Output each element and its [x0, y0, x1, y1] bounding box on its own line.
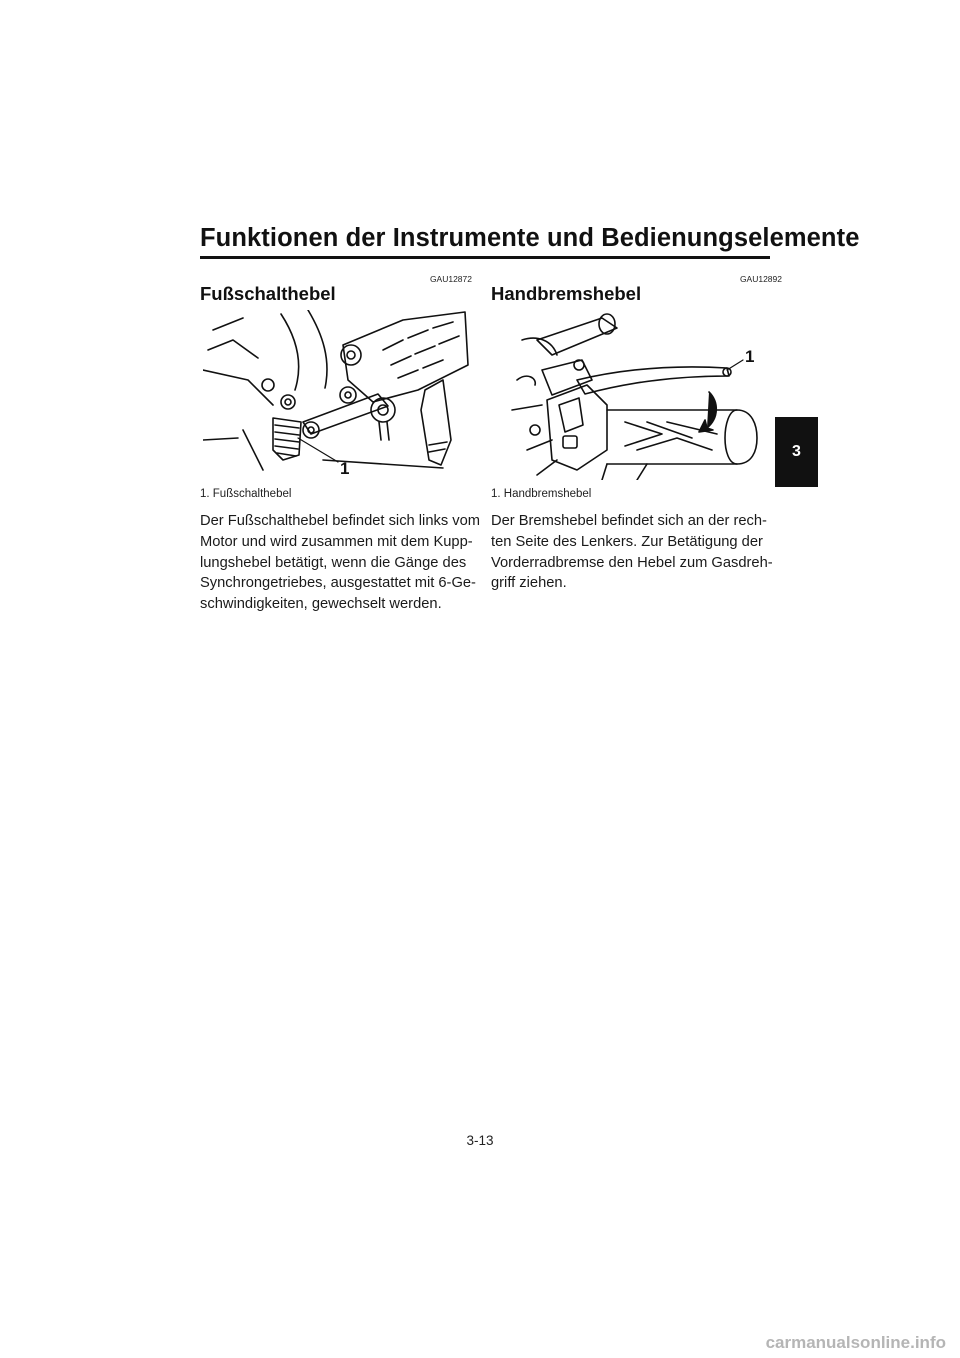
left-body-text — [200, 511, 490, 615]
brake-lever-illustration — [507, 310, 777, 480]
body-line: Der Fußschalthebel befindet sich links vom — [200, 513, 481, 529]
shift-pedal-callout-number: 1 — [340, 459, 350, 478]
left-figure-caption: 1. Fußschalthebel — [200, 488, 292, 500]
body-line: Motor und wird zusammen mit dem Kupp- — [200, 533, 473, 550]
page-header-title: Funktionen der Instrumente und Bedienungselemente — [200, 224, 860, 252]
body-line: Synchrongetriebes, ausgestattet mit 6-Ge- — [200, 575, 476, 592]
body-line: Der Bremshebel befindet sich an der rech- — [491, 513, 767, 529]
watermark: carmanualsonline.info — [765, 1333, 946, 1352]
right-section-title: Handbremshebel — [491, 283, 642, 304]
chapter-tab: 3 — [775, 417, 818, 487]
left-section-title: Fußschalthebel — [200, 283, 336, 304]
header-rule — [200, 256, 770, 259]
right-body-text — [491, 511, 781, 594]
body-line: lungshebel betätigt, wenn die Gänge des — [200, 554, 467, 571]
body-line: ten Seite des Lenkers. Zur Betätigung der — [491, 533, 763, 550]
right-figure-caption: 1. Handbremshebel — [491, 488, 592, 500]
body-line: schwindigkeiten, gewechselt werden. — [200, 596, 442, 613]
body-line: Vorderradbremse den Hebel zum Gasdreh- — [491, 554, 773, 571]
left-section-code: GAU12872 — [429, 274, 472, 284]
brake-lever-callout-number: 1 — [745, 347, 755, 366]
page-number: 3-13 — [466, 1133, 494, 1148]
right-section-code: GAU12892 — [739, 274, 782, 284]
body-line: griff ziehen. — [491, 575, 567, 592]
shift-pedal-illustration — [203, 310, 473, 480]
